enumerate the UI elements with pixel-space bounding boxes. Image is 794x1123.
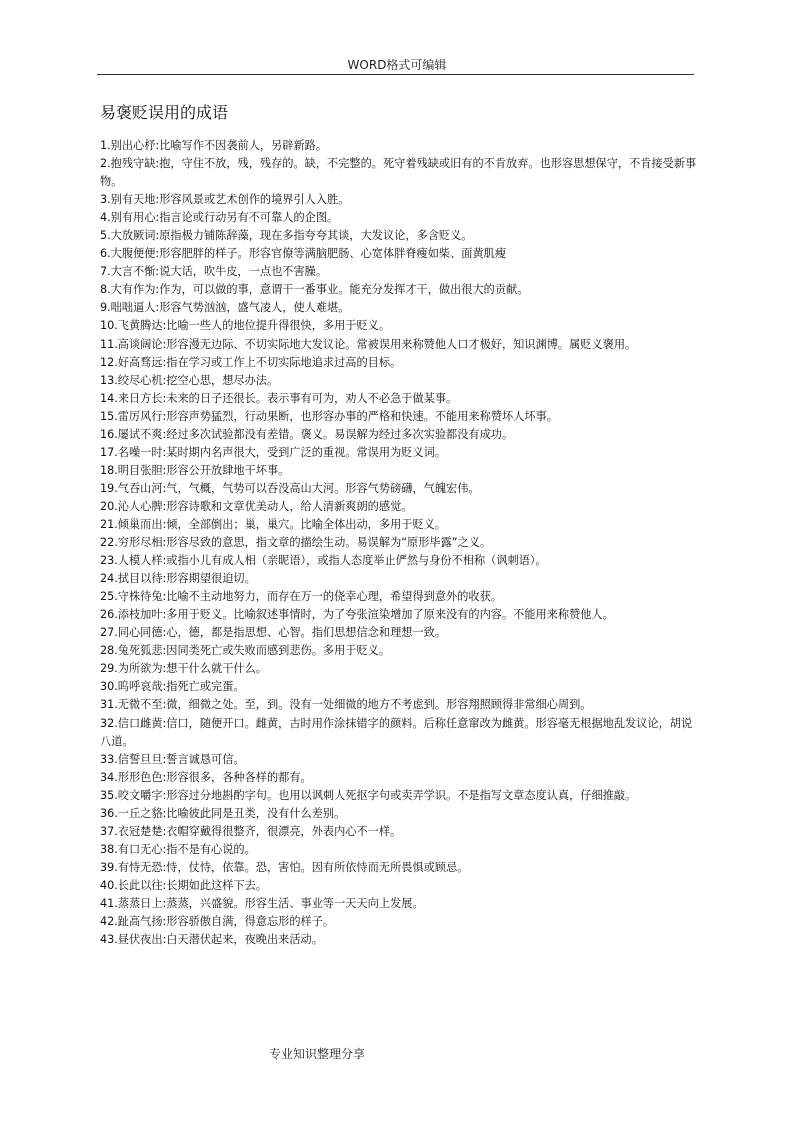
idiom-entry: 31.无微不至:微，细微之处。至，到。没有一处细微的地方不考虑到。形容翔照顾得非常细心周到。 [100, 698, 592, 712]
idiom-entry: 1.别出心杼:比喻写作不因袭前人，另辟新路。 [100, 139, 328, 152]
idiom-entry: 16.屡试不爽:经过多次试验都没有差错。褒义。易误解为经过多次实验都没有成功。 [100, 427, 514, 441]
idiom-entry: 42.趾高气扬:形容骄傲自满，得意忘形的样子。 [100, 915, 335, 929]
idiom-entry: 33.信誓旦旦:誓言诚恳可信。 [100, 752, 245, 766]
idiom-entry: 23.人模人样:或指小儿有成人相（亲昵语），或指人态度举止俨然与身份不相称（讽刺语）。 [100, 554, 547, 568]
idiom-entry: 30.呜呼哀哉:指死亡或完蛋。 [100, 680, 245, 694]
idiom-entry: 41.蒸蒸日上:蒸蒸，兴盛貌。形容生活、事业等一天天向上发展。 [100, 896, 424, 910]
idiom-entry: 37.衣冠楚楚:衣帽穿戴得很整齐，很漂亮，外表内心不一样。 [100, 824, 402, 838]
idiom-entry: 43.昼伏夜出:白天潜伏起来，夜晚出来活动。 [100, 933, 323, 947]
idiom-entry: 39.有恃无恐:恃，仗恃，依靠。恐，害怕。因有所依恃而无所畏惧或顾忌。 [100, 860, 469, 874]
idiom-entry: 9.咄咄逼人:形容气势汹汹，盛气凌人，使人难堪。 [100, 301, 350, 315]
idiom-entry: 6.大腹便便:形容肥胖的样子。形容官僚等满脑肥肠、心宽体胖脊瘦如柴、面黄肌瘦 [100, 247, 507, 261]
idiom-entry: 22.穷形尽相:形容尽致的意思，指文章的描绘生动。易误解为“原形毕露”之义。 [100, 536, 492, 550]
idiom-entry: 17.名噪一时:某时期内名声很大，受到广泛的重视。常误用为贬义词。 [100, 445, 447, 459]
idiom-entry: 3.别有天地:形容风景或艺术创作的境界引人入胜。 [100, 193, 350, 207]
idiom-entry: 8.大有作为:作为，可以做的事，意谓干一番事业。能充分发挥才干，做出很大的贡献。 [100, 283, 529, 297]
idiom-entry: 29.为所欲为:想干什么就干什么。 [100, 662, 267, 676]
idiom-entry: 38.有口无心:指不是有心说的。 [100, 842, 256, 856]
idiom-entry: 32.信口雌黄:信口，随便开口。雌黄，古时用作涂抹错字的颜料。后称任意窜改为雌黄。形容毫无根据地乱发议论，胡说八道。 [100, 716, 693, 748]
idiom-entry: 27.同心同德:心，德，都是指思想、心智。指们思想信念和理想一致。 [100, 626, 447, 640]
idiom-list [100, 137, 698, 949]
header-divider [97, 74, 694, 75]
idiom-entry: 24.拭目以待:形容期望很迫切。 [100, 572, 256, 586]
idiom-entry: 10.飞黄腾达:比喻一些人的地位提升得很快，多用于贬义。 [100, 319, 391, 333]
idiom-entry: 34.形形色色:形容很多，各种各样的都有。 [100, 770, 312, 784]
idiom-entry: 40.长此以往:长期如此这样下去。 [100, 878, 267, 892]
idiom-entry: 5.大放厥词:原指极力铺陈辞藻，现在多指夸夸其谈，大发议论，多含贬义。 [100, 229, 473, 243]
idiom-entry: 13.绞尽心机:挖空心思，想尽办法。 [100, 373, 279, 387]
idiom-entry: 21.倾巢而出:倾，全部倒出；巢，巢穴。比喻全体出动，多用于贬义。 [100, 517, 447, 531]
idiom-entry: 25.守株待兔:比喻不主动地努力，而存在万一的侥幸心理，希望得到意外的收获。 [100, 590, 502, 604]
idiom-entry: 35.咬文嚼字:形容过分地斟酌字句。也用以讽刺人死抠字句或卖弄学识。不是指写文章态度认真，仔细推敲。 [100, 788, 637, 802]
idiom-entry: 18.明目张胆:形容公开放肆地干坏事。 [100, 463, 290, 477]
idiom-entry: 28.兔死狐悲:因同类死亡或失败而感到悲伤。多用于贬义。 [100, 644, 391, 658]
idiom-entry: 36.一丘之貉:比喻彼此同是丑类，没有什么差别。 [100, 806, 346, 820]
page-header: WORD格式可编辑 [347, 58, 447, 72]
page-footer: 专业知识整理分享 [269, 1047, 366, 1061]
document-title: 易褒贬误用的成语 [100, 103, 229, 122]
idiom-entry: 15.雷厉风行:形容声势猛烈，行动果断，也形容办事的严格和快速。不能用来称赞坏人坏事。 [100, 409, 558, 423]
idiom-entry: 2.抱残守缺:抱，守住不放，残，残存的。缺，不完整的。死守着残缺或旧有的不肯放弃。也形容思想保守，不肯接受新事物。 [100, 157, 697, 189]
idiom-entry: 7.大言不惭:说大话，吹牛皮，一点也不害臊。 [100, 265, 328, 279]
idiom-entry: 14.来日方长:未来的日子还很长。表示事有可为，劝人不必急于做某事。 [100, 391, 458, 405]
idiom-entry: 20.沁人心脾:形容诗歌和文章优美动人，给人清新爽朗的感觉。 [100, 499, 413, 513]
idiom-entry: 19.气吞山河:气，气概，气势可以吞没高山大河。形容气势磅礴，气魄宏伟。 [100, 481, 480, 495]
idiom-entry: 12.好高骛远:指在学习或工作上不切实际地追求过高的目标。 [100, 355, 402, 369]
idiom-entry: 26.添枝加叶:多用于贬义。比喻叙述事情时，为了夸张渲染增加了原来没有的内容。不能用来称赞他人。 [100, 608, 614, 622]
idiom-entry: 4.别有用心:指言论或行动另有不可靠人的企图。 [100, 211, 339, 225]
idiom-entry: 11.高谈阔论:形容漫无边际、不切实际地大发议论。常被误用来称赞他人口才极好，知识渊博。属贬义褒用。 [100, 337, 637, 351]
